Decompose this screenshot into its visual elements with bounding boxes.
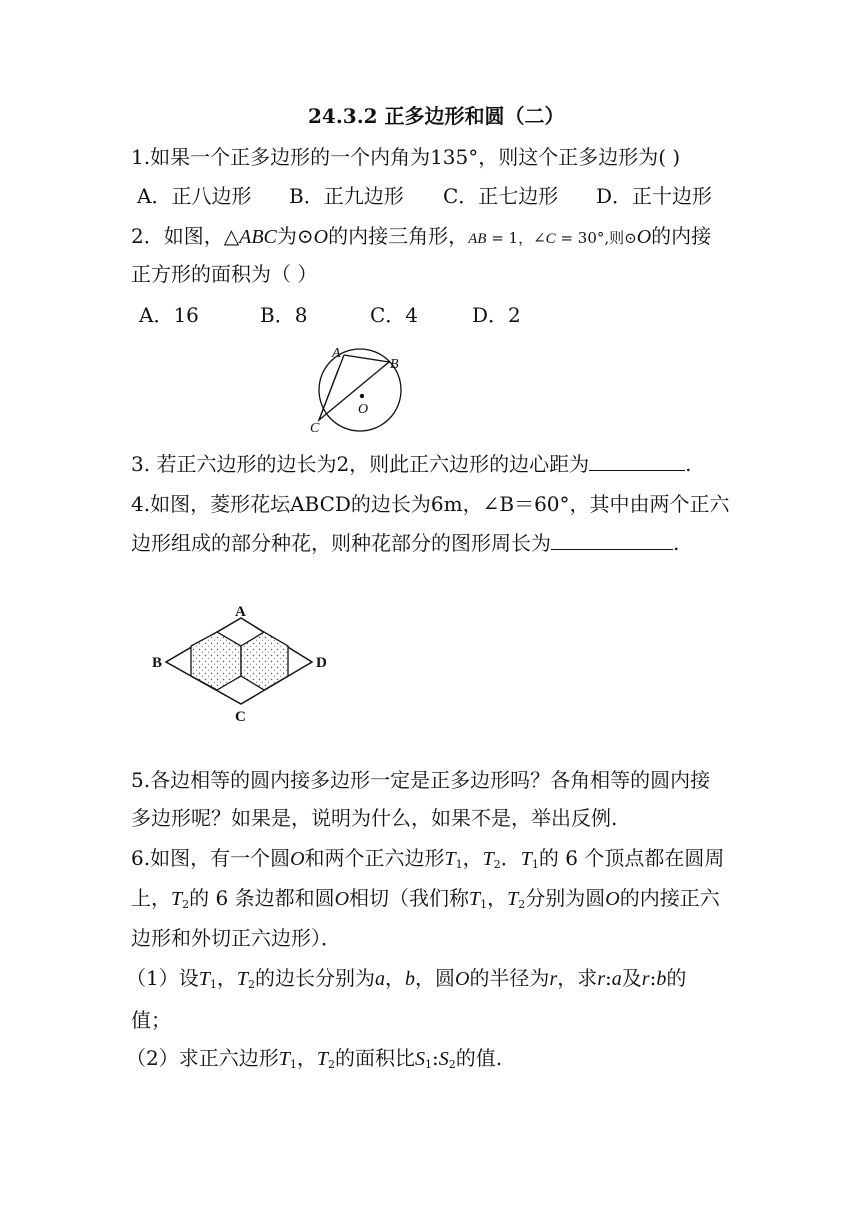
label-a: A: [235, 604, 246, 620]
q1-stem: 1.如果一个正多边形的一个内角为135°，则这个正多边形为( ): [131, 145, 681, 169]
label-c: C: [310, 421, 320, 436]
label-d: D: [316, 655, 327, 671]
q6-part1-line2: 值；: [131, 1008, 171, 1032]
q2-option-a: A．16: [139, 303, 199, 327]
q2-line2: 正方形的面积为（ ）: [131, 262, 318, 286]
q1-option-c: C．正七边形: [443, 184, 559, 208]
q4-line2: 边形组成的部分种花，则种花部分的图形周长为 .: [131, 531, 680, 555]
q6-part2: （2）求正六边形$T_1$，$T_2$的面积比$S_1:S_2$的值.: [126, 1046, 503, 1071]
circle-triangle-figure: [300, 340, 420, 440]
label-a: A: [332, 346, 341, 361]
page-title: 24.3.2 正多边形和圆（二）: [308, 104, 565, 128]
hexagon-left: [191, 632, 241, 690]
triangle-abc: [319, 355, 389, 420]
q3-answer-blank[interactable]: [589, 452, 685, 471]
q6-line2: 上，$T_2$的 6 条边都和圆O相切（我们称$T_1$，$T_2$分别为圆O的内接正六: [131, 886, 720, 911]
rhombus-hexagon-figure: [150, 600, 340, 725]
q2-option-d: D．2: [472, 303, 521, 327]
q2-option-c: C．4: [370, 303, 419, 327]
q2-line1: 2．如图，△ABC为⊙O的内接三角形，AB = 1，∠C = 30°,则⊙O的内接: [131, 224, 712, 248]
center-point: [360, 394, 364, 398]
q5-line1: 5.各边相等的圆内接多边形一定是正多边形吗？各角相等的圆内接: [131, 768, 711, 792]
q6-line1: 6.如图，有一个圆O和两个正六边形$T_1$，$T_2$．$T_1$的 6 个顶点都在圆周: [131, 846, 725, 871]
label-o: O: [358, 402, 369, 417]
q4-line1: 4.如图，菱形花坛ABCD的边长为6m，∠B＝60°，其中由两个正六: [131, 492, 730, 516]
q4-answer-blank[interactable]: [551, 531, 673, 550]
q1-option-b: B．正九边形: [289, 184, 404, 208]
q6-line3: 边形和外切正六边形）．: [131, 926, 341, 950]
label-b: B: [390, 357, 399, 372]
q1-option-d: D．正十边形: [596, 184, 713, 208]
label-c: C: [235, 709, 246, 725]
label-b: B: [152, 655, 163, 671]
hexagon-right: [241, 632, 288, 690]
q1-option-a: A．正八边形: [137, 184, 252, 208]
q3-text: 3. 若正六边形的边长为2，则此正六边形的边心距为 .: [131, 452, 692, 476]
q5-line2: 多边形呢？如果是，说明为什么，如果不是，举出反例.: [131, 806, 618, 830]
q6-part1: （1）设$T_1$，$T_2$的边长分别为a，b，圆O的半径为r，求r:a及r:b的: [126, 966, 687, 991]
q2-option-b: B．8: [260, 303, 308, 327]
